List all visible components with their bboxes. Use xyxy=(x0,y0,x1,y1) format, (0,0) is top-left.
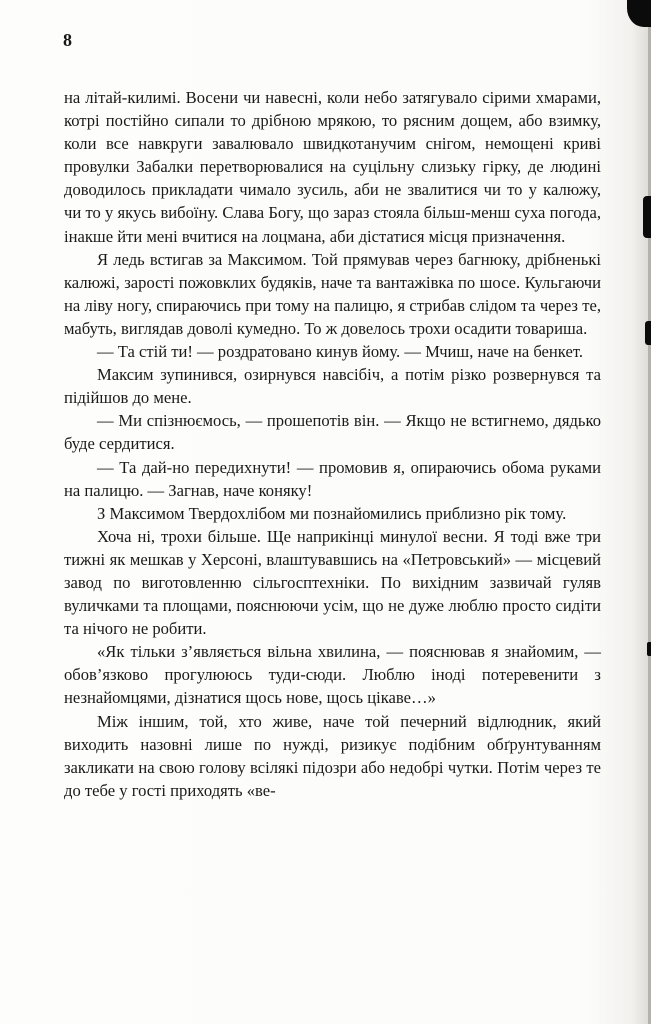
scan-artifact-corner xyxy=(627,0,651,27)
paragraph-9: «Як тільки з’являється вільна хвилина, — пояснював я знайомим, — обов’язково прогулююсь туди-сюди. Люблю іноді потеревенити з незнайомцями, дізнатися щось нове, щось цікаве…» xyxy=(64,642,601,708)
paragraph-2: Я ледь встигав за Максимом. Той прямував через багнюку, дрібненькі калюжі, зарості пожовклих будяків, наче та вантажівка по шосе. Кульгаючи на ліву ногу, спираючись при тому на палицю, я стрибав слідом та через те, мабуть, виглядав доволі кумедно. То ж довелось трохи осадити товариша. xyxy=(64,249,601,338)
scan-artifact-mark-2 xyxy=(645,321,651,345)
body-text xyxy=(64,86,601,802)
paragraph-7: З Максимом Твердохлібом ми познайомились приблизно рік тому. xyxy=(97,503,567,523)
scan-artifact-mark-3 xyxy=(647,642,651,656)
page-number: 8 xyxy=(63,30,72,50)
paragraph-8: Хоча ні, трохи більше. Ще наприкінці минулої весни. Я тоді вже три тижні як мешкав у Херсоні, влаштувавшись на «Петровський» — місцевий завод по виготовленню сільгосптехніки. По вихідним зазвичай гуляв вуличками та площами, пояснюючи усім, що не дуже люблю просто сидіти та нічого не робити. xyxy=(64,526,601,639)
paragraph-6: — Та дай-но передихнути! — промовив я, опираючись обома руками на палицю. — Загнав, наче коняку! xyxy=(64,457,601,500)
paragraph-10: Між іншим, той, хто живе, наче той печерний відлюдник, який виходить назовні лише по нужді, ризикує подібним обґрунтуванням закликати на свою голову всілякі підозри або недобрі чутки. Потім через те до тебе у гості приходять «ве- xyxy=(64,711,601,800)
paragraph-3: — Та стій ти! — роздратовано кинув йому. — Мчиш, наче на бенкет. xyxy=(97,342,583,362)
scan-artifact-mark-1 xyxy=(643,196,651,238)
paragraph-5: — Ми спізнюємось, — прошепотів він. — Якщо не встигнемо, дядько буде сердитися. xyxy=(64,411,601,454)
paragraph-1: на літай-килимі. Восени чи навесні, коли небо затягувало сірими хмарами, котрі постійно сипали то дрібною мрякою, то рясним дощем, або взимку, коли все навкруги завалювало швидкотанучим снігом, немощені криві провулки Забалки перетворювалися на суцільну слизьку гірку, де людині доводилось прикладати чимало зусиль, аби не звалитися чи то у калюжу, чи то у якусь вибоїну. Слава Богу, що зараз стояла більш-менш суха погода, інакше йти мені вчитися на лоцмана, аби дістатися місця призначення. xyxy=(64,88,601,246)
paragraph-4: Максим зупинився, озирнувся навсібіч, а потім різко розвернувся та підійшов до мене. xyxy=(64,365,601,408)
